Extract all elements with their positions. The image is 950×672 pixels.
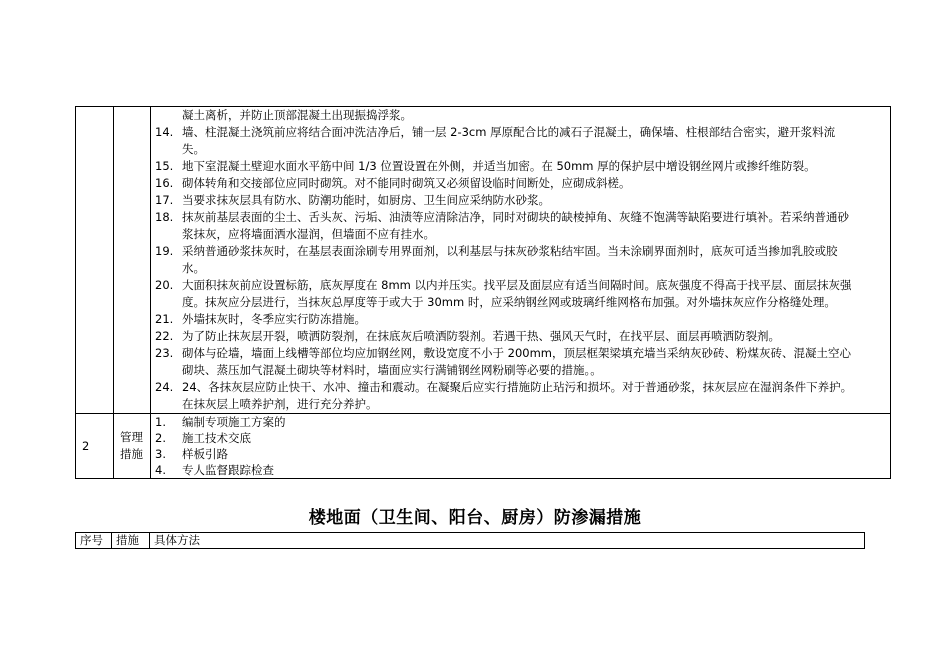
list-item [151,124,886,158]
item-text-line: 水。 [182,261,205,275]
management-list [151,414,890,478]
list-item [151,414,890,430]
item-text-line: 砌体转角和交接部位应同时砌筑。对不能同时砌筑又必须留设临时间断处，应砌成斜槎。 [182,176,631,190]
list-item [151,175,886,192]
item-text-line: 外墙抹灰时，冬季应实行防冻措施。 [182,312,366,326]
list-item [151,430,890,446]
item-number: 23. [155,346,174,360]
item-text [182,158,886,175]
list-item [151,345,886,379]
measure-label-line: 管理 [120,430,143,444]
header-method: 具体方法 [150,533,865,549]
item-number: 1. [155,415,166,429]
item-number: 24. [155,380,174,394]
item-number: 17. [155,193,174,207]
item-text [182,328,886,345]
list-item [151,462,890,478]
list-item [151,311,886,328]
item-text: 施工技术交底 [182,431,251,445]
continuation-text: 凝土离析，并防止顶部混凝土出现振捣浮浆。 [182,108,412,122]
measures-table [75,106,891,479]
item-number: 18. [155,210,174,224]
item-text [182,124,886,158]
item-text [182,277,886,311]
item-number: 16. [155,176,174,190]
measure-label-line: 措施 [120,447,143,461]
row-number-cell [76,107,114,414]
item-text-line: 失。 [182,142,205,156]
method-cell [151,107,891,414]
method-list [151,124,890,413]
section-title: 楼地面（卫生间、阳台、厨房）防渗漏措施 [308,508,642,528]
list-item [151,379,886,413]
item-number: 2. [155,431,166,445]
floor-measures-table [75,532,865,549]
method-cell [151,414,891,479]
header-measure: 措施 [112,533,150,549]
item-text [182,243,886,277]
item-text-line: 度。抹灰应分层进行，当抹灰总厚度等于或大于 30mm 时，应采纳钢丝网或玻璃纤维网格布加强。对外墙抹灰应作分格缝处理。 [182,295,836,309]
measure-cell [114,414,151,479]
item-number: 19. [155,244,174,258]
item-number: 4. [155,463,166,477]
item-number: 3. [155,447,166,461]
item-text: 样板引路 [182,447,228,461]
item-text: 专人监督跟踪检查 [182,463,274,477]
item-number: 22. [155,329,174,343]
item-text-line: 24、各抹灰层应防止快干、水冲、撞击和震动。在凝聚后应实行措施防止玷污和损坏。对于普通砂浆，抹灰层应在湿润条件下养护。 [182,380,853,394]
item-text [182,209,886,243]
item-number: 14. [155,125,174,139]
item-text-line: 墙、柱混凝土浇筑前应将结合面冲洗洁净后，铺一层 2-3cm 厚原配合比的减石子混凝土，确保墙、柱根部结合密实，避开浆料流 [182,125,836,139]
list-item [151,192,886,209]
item-number: 15. [155,159,174,173]
item-number: 20. [155,278,174,292]
item-text-line: 抹灰前基层表面的尘土、舌头灰、污垢、油渍等应清除洁净，同时对砌块的缺棱掉角、灰缝不饱满等缺陷要进行填补。若采纳普通砂 [182,210,849,224]
list-item [151,158,886,175]
list-item [151,328,886,345]
item-text-line: 为了防止抹灰层开裂，喷洒防裂剂，在抹底灰后喷洒防裂剂。若遇干热、强风天气时，在找平层、面层再喷洒防裂剂。 [182,329,780,343]
item-text [182,175,886,192]
item-text-line: 采纳普通砂浆抹灰时，在基层表面涂刷专用界面剂，以利基层与抹灰砂浆粘结牢固。当未涂刷界面剂时，底灰可适当掺加乳胶或胶 [182,244,838,258]
measure-cell [114,107,151,414]
item-text-line: 在抹灰层上喷养护剂，进行充分养护。 [182,397,378,411]
item-text [182,379,886,413]
item-text: 编制专项施工方案的 [182,415,286,429]
list-item [151,277,886,311]
list-item [151,446,890,462]
table-row [76,107,891,414]
item-text-line: 浆抹灰，应将墙面洒水湿润，但墙面不应有挂水。 [182,227,435,241]
list-item [151,209,886,243]
table-header-row [76,533,865,549]
item-text-line: 砌块、蒸压加气混凝土砌块等材料时，墙面应实行满铺钢丝网粉刷等必要的措施。。 [182,363,602,377]
table-row [76,414,891,479]
item-text-line: 大面积抹灰前应设置标筋，底灰厚度在 8mm 以内并压实。找平层及面层应有适当间隔时间。底灰强度不得高于找平层、面层抹灰强 [182,278,852,292]
row-number-cell: 2 [76,414,114,479]
item-text [182,345,886,379]
list-item [151,243,886,277]
item-text [182,311,886,328]
header-number: 序号 [76,533,112,549]
item-text-line: 地下室混凝土壁迎水面水平筋中间 1/3 位置设置在外侧，并适当加密。在 50mm 厚的保护层中增设钢丝网片或掺纤维防裂。 [182,159,816,173]
item-text [182,192,886,209]
item-text-line: 当要求抹灰层具有防水、防潮功能时，如厨房、卫生间应采纳防水砂浆。 [182,193,550,207]
item-number: 21. [155,312,174,326]
item-text-line: 砌体与砼墙，墙面上线槽等部位均应加钢丝网，敷设宽度不小于 200mm，顶层框架梁填充墙当采纳灰砂砖、粉煤灰砖、混凝土空心 [182,346,852,360]
